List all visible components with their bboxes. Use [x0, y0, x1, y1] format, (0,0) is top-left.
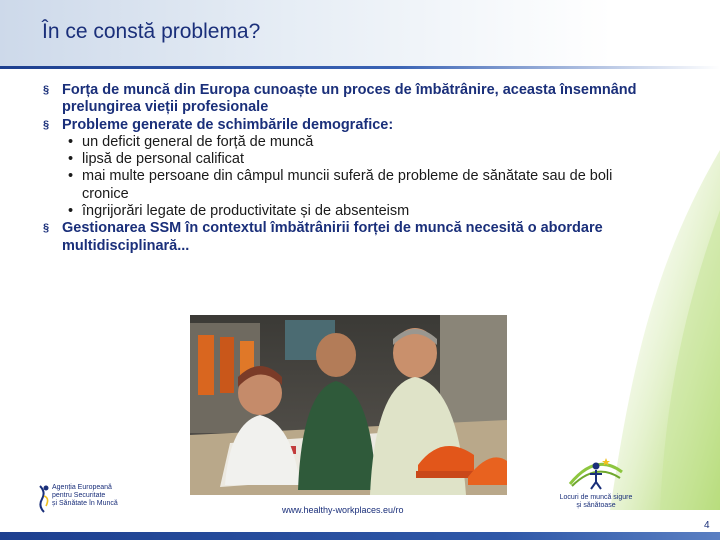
title-rule	[0, 66, 720, 69]
bullet-item-1	[40, 82, 640, 117]
logo-right-line: Locuri de muncă sigure	[559, 494, 633, 501]
sub-bullet-marker: •	[68, 151, 74, 168]
logo-right-line: și sănătoase	[576, 502, 616, 509]
sub-bullet-text: îngrijorări legate de productivitate și de absenteism	[82, 203, 410, 220]
sub-bullet-list	[62, 134, 640, 220]
sub-bullet-text: un deficit general de forță de muncă	[82, 133, 314, 150]
sub-bullet-item	[62, 134, 640, 151]
page-number: 4	[704, 520, 710, 531]
bullet-marker: §	[43, 222, 50, 235]
sub-bullet-marker: •	[68, 168, 74, 185]
bullet-text: Gestionarea SSM în contextul îmbătrânirii forței de muncă necesită o abordare multidisciplinară...	[62, 220, 603, 254]
logo-left-line: Agenția Europeană	[52, 484, 112, 491]
logo-left-line: și Sănătate în Muncă	[52, 500, 118, 507]
sub-bullet-marker: •	[68, 133, 74, 150]
logo-left-line: pentru Securitate	[52, 492, 106, 499]
workplace-photo	[190, 315, 507, 495]
sub-bullet-text: lipsă de personal calificat	[82, 151, 245, 168]
bullet-text: Forța de muncă din Europa cunoaște un proces de îmbătrânire, aceasta însemnând prelungirea vieții profesionale	[62, 82, 637, 116]
slide-title: În ce constă problema?	[42, 20, 261, 43]
bullet-item-2	[40, 117, 640, 221]
bullet-item-3	[40, 220, 640, 255]
bullet-list	[40, 82, 640, 255]
bullet-marker: §	[43, 84, 50, 96]
bullet-text: Probleme generate de schimbările demografice:	[62, 116, 394, 133]
sub-bullet-item	[62, 203, 640, 220]
website-url: www.healthy-workplaces.eu/ro	[282, 505, 404, 515]
healthy-workplaces-campaign-logo-icon	[566, 452, 626, 492]
eu-osha-logo-text	[52, 484, 122, 508]
sub-bullet-item	[62, 168, 640, 203]
sub-bullet-item	[62, 151, 640, 168]
bottom-bar	[0, 532, 720, 540]
sub-bullet-marker: •	[68, 203, 74, 220]
bullet-marker: §	[43, 118, 50, 131]
sub-bullet-text: mai multe persoane din câmpul muncii suferă de probleme de sănătate sau de boli cronice	[82, 168, 613, 202]
healthy-workplaces-logo-text	[556, 494, 636, 510]
